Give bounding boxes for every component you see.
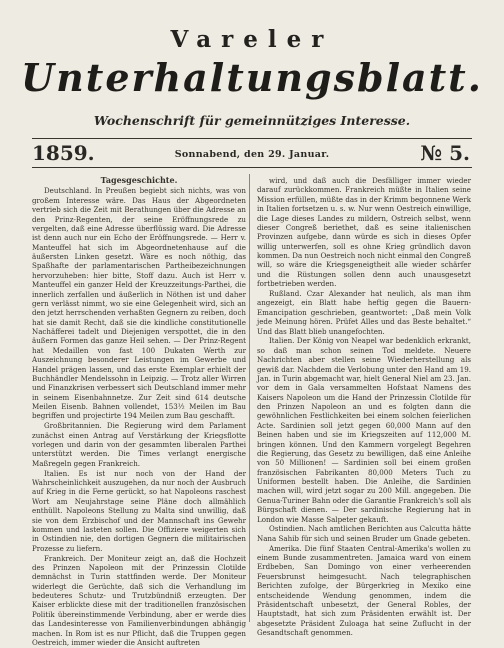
- article-paragraph: Italien. Es ist nur noch von der Hand der Wahrscheinlichkeit auszugehen, da nur noch der Ausbruch auf Krieg in die Ferne gerückt, so hat Napoleons raschest Wort am Neujahrstage seine Pläne doch allmählich enthüllt. Napoleons Stellung zu Malta sind unwillig, daß sie von dem Erzbischof und der Mannschaft ins Gewehr kommen und lasteten sollen. Die Offiziere weigerten sich in Ostindien nie, den dortigen Gegnern die militairischen Prozesse zu liefern.: [32, 468, 246, 553]
- masthead-subtitle: Wochenschrift für gemeinnütziges Interesse.: [93, 113, 411, 128]
- article-paragraph: Amerika. Die fünf Staaten Central-Amerika's wollen zu einem Bunde zusammentreten. Jamaica ward von einem Erdbeben, San Domingo von einer verheerenden Feuersbrunst heimgesucht. Nach telegraphischen Berichten zufolge, der Bürgerkrieg in Mexiko eine entscheidende Wendung genommen, indem die Präsidentschaft unbesetzt, der General Robles, der Hauptstadt, hat sich zum Präsidenten erwählt ist. Der abgesetzte Präsident Zuloaga hat seine Zuflucht in der Gesandtschaft genommen.: [257, 543, 471, 637]
- issue-date: Sonnabend, den 29. Januar.: [174, 149, 330, 160]
- dateline: [32, 142, 472, 164]
- article-paragraph: Italien. Der König von Neapel war bedenklich erkrankt, so daß man schon seinen Tod meldete. Neuere Nachrichten aber stellen seine Wiederherstellung als gewiß dar. Nachdem die Verlobung unter den Hand am 19. Jan. in Turin abgemacht war, hielt General Niel am 23. Jan. vor dem in Gala versammelten Hofstaat Namens des Kaisers Napoleon um die Hand der Prinzessin Clotilde für den Prinzen Napoleon an und es folgten dann die gewöhnlichen Festlichkeiten bei einem solchen feierlichen Acte. Sardinien soll jetzt gegen 60,000 Mann auf den Beinen haben und sie im Kriegszeiten auf 112,000 M. bringen können. Und den Kammern vorgelegt Begehren die Regierung, das Gesetz zu bewilligen, daß eine Anleihe von 50 Millionen! — Sardinien soll bei einem großen französischen Fabrikanten 80,000 Meters Tuch zu Uniformen bestellt haben. Die Anleihe, die Sardinien machen will, wird jetzt sogar zu 200 Mill. angegeben. Die Genua-Turiner Bahn oder die Garantie Frankreich's soll als Bürgschaft dienen. — Der sardinische Regierung hat in London wie Masse Salpeter gekauft.: [257, 336, 471, 524]
- masthead-line1: Vareler: [170, 26, 334, 53]
- left-column: [32, 176, 246, 648]
- bottom-rule: [32, 167, 472, 168]
- masthead-title: Unterhaltungsblatt.: [21, 55, 483, 100]
- article-paragraph: Großbritannien. Die Regierung wird dem Parlament zunächst einen Antrag auf Verstärkung der Kriegsflotte vorlegen und darin von der gesammten liberalen Parthei unterstützt werden. Die Times verlangt energische Maßregeln gegen Frankreich.: [32, 421, 246, 468]
- article-paragraph: Deutschland. In Preußen begiebt sich nichts, was von großem Interesse wäre. Das Haus der Abgeordneten vertrieb sich die Zeit mit Berathungen über die Adresse an den Prinz-Regenten, der seine Eröffnungsrede zu vergelten, daß eine Adresse überflüssig ward. Die Adresse ist denn auch nur ein Echo der Eröffnungsrede. — Herr v. Manteuffel hat sich im Abgeordnetenhause auf die äußersten Linken gesetzt. Wäre es noch nöthig, das Spaßhafte der parlamentarischen Partheibezeichnungen hervorzuheben: hier bitte, Stoff dazu. Auch ist Herr v. Manteuffel ein ganzer Held der Kreuzzeitungs-Parthei, die innerlich zerfallen und äußerlich in Nöthen ist und daher gern verlässt nimmt, wo sie eine Gelegenheit wird, sich an den jetzt herrschenden verhaßten Gegnern zu reiben, doch hat sie damit Recht, daß sie die kindliche constitutionelle Nachäfferei tadelt und Diejenigen verspottet, die in den äußern Formen das ganze Heil sehen. — Der Prinz-Regent hat Medaillen von fast 100 Dukaten Werth zur Auszeichnung besonderer Leistungen im Gewerbe und Handel prägen lassen, und das erste Exemplar erhielt der Buchhändler Mendelssohn in Leipzig. — Trotz aller Wirren und Finanzkrisen verbessert sich Deutschland immer mehr in seinem Eisenbahnnetze. Zur Zeit sind 614 deutsche Meilen Eisenb. Bahnen vollendet, 153½ Meilen im Bau begriffen und projectirte 194 Meilen zum Bau geschafft.: [32, 186, 246, 421]
- article-paragraph: wird, und daß auch die Desfälliger immer wieder darauf zurückkommen. Frankreich müßte in Italien seine Mission erfüllen, müßte das in der Krimm begonnene Werk in Italien fortsetzen u. s. w. Nur wenn Oestreich einwillige, die Lage dieses Landes zu mildern, Ostreich selbst, wenn dieser Congreß beriethet, daß es seine italienischen Provinzen aufgebe, dann würde es sich in dieses Opfer willig unterwerfen, soll es ohne Krieg gründlich davon kommen. Da nun Oestreich noch nicht einmal den Congreß will, so wäre die Kriegsgeneigtheit alle wieder schärfer und die Rüstungen sollen denn auch unausgesetzt fortbetrieben werden.: [257, 176, 471, 289]
- article-paragraph: Rußland. Czar Alexander hat neulich, als man ihm angezeigt, ein Blatt habe heftig gegen die Bauern-Emancipation geschrieben, geantwortet: „Daß mein Volk jede Meinung hören. Prüfet Alles und das Beste behaltet.“ Und das Blatt blieb unangefochten.: [257, 289, 471, 336]
- column-divider: [249, 174, 250, 622]
- right-column: [257, 176, 471, 638]
- top-rule: [32, 138, 472, 139]
- article-paragraph: Frankreich. Der Moniteur zeigt an, daß die Hochzeit des Prinzen Napoleon mit der Prinzessin Clotilde demnächst in Turin stattfinden werde. Der Moniteur widerlegt die Gerüchte, daß sich die Verhandlung im bedeuteres Schutz- und Trutzbündniß erzeugten. Der Kaiser erblickte diese mit der traditionellen französischen Politik übereinstimmende Verbindung, aber er werde dies das Landesinteresse von Familienverbindungen abhängig machen. In Rom ist es nur Pflicht, daß die Truppen gegen Oestreich, immer wieder die Ansicht auftreten: [32, 553, 246, 647]
- article-paragraph: Ostindien. Nach amtlichen Berichten aus Calcutta hätte Nana Sahib für sich und seinen Bruder um Gnade gebeten.: [257, 524, 471, 543]
- section-heading: Tagesgeschichte.: [100, 175, 178, 185]
- year: 1859.: [32, 141, 95, 165]
- issue-number: № 5.: [420, 141, 470, 165]
